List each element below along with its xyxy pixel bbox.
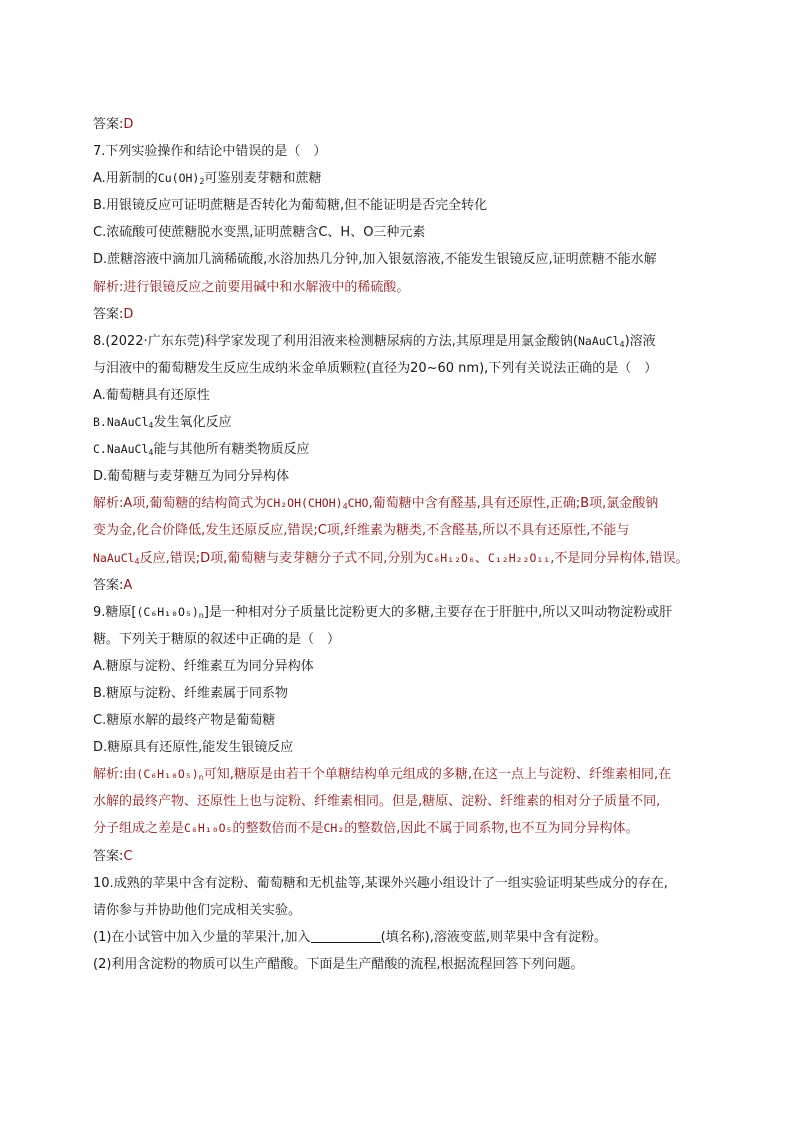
formula: Cu(OH) bbox=[157, 171, 200, 186]
q7-option-b: B.用银镜反应可证明蔗糖是否转化为葡萄糖,但不能证明是否完全转化 bbox=[93, 198, 488, 214]
q9-option-c: C.糖原水解的最终产物是葡萄糖 bbox=[93, 713, 276, 729]
q7-option-c: C.浓硫酸可使蔗糖脱水变黑,证明蔗糖含C、H、O三种元素 bbox=[93, 225, 426, 241]
text: 、 bbox=[474, 550, 488, 566]
text: 的整数倍,因此不属于同系物,也不互为同分异构体。 bbox=[344, 821, 639, 837]
subscript: 4 bbox=[619, 339, 625, 349]
q8-answer bbox=[93, 572, 723, 599]
q10-part1 bbox=[93, 924, 723, 951]
formula: CH₂ bbox=[323, 821, 345, 836]
subscript: n bbox=[198, 610, 204, 620]
formula: (C₆H₁₀O₅) bbox=[136, 604, 199, 619]
q7-option-a bbox=[93, 165, 723, 192]
q9-answer bbox=[93, 843, 723, 870]
formula: NaAuCl bbox=[577, 333, 620, 348]
q8-option-c bbox=[93, 436, 723, 463]
text: 可知,糖原是由若干个单糖结构单元组成的多糖,在这一点上与淀粉、纤维素相同,在 bbox=[203, 767, 672, 783]
text: 可鉴别麦芽糖和蔗糖 bbox=[204, 171, 322, 187]
q9-option-a: A.糖原与淀粉、纤维素互为同分异构体 bbox=[93, 658, 314, 674]
answer-label: 答案: bbox=[93, 117, 124, 132]
formula: CHO bbox=[347, 496, 369, 511]
answer-label: 答案: bbox=[93, 848, 124, 864]
text: (填名称),溶液变蓝,则苹果中含有淀粉。 bbox=[380, 929, 607, 945]
q10-stem-line2: 请你参与并协助他们完成相关实验。 bbox=[93, 902, 302, 918]
formula: CH₂OH(CHOH) bbox=[266, 496, 343, 511]
q7-analysis: 解析:进行银镜反应之前要用碱中和水解液中的稀硫酸。 bbox=[93, 279, 410, 295]
formula: C₆H₁₂O₆ bbox=[426, 550, 475, 565]
answer-value: D bbox=[123, 306, 134, 322]
formula: C₁₂H₂₂O₁₁ bbox=[487, 550, 551, 565]
q7-option-d: D.蔗糖溶液中滴加几滴稀硫酸,水浴加热几分钟,加入银氨溶液,不能发生银镜反应,证明蔗糖不能水解 bbox=[93, 252, 657, 268]
answer-value: D bbox=[123, 117, 134, 132]
q8-analysis-line2: 变为金,化合价降低,发生还原反应,错误;C项,纤维素为糖类,不含醛基,所以不具有还原性,不能与 bbox=[93, 523, 630, 539]
formula: C.NaAuCl bbox=[93, 442, 149, 457]
q9-analysis-line2: 水解的最终产物、还原性上也与淀粉、纤维素相同。但是,糖原、淀粉、纤维素的相对分子质量不同, bbox=[93, 794, 661, 810]
subscript: 4 bbox=[148, 421, 154, 431]
q8-stem-line1 bbox=[93, 328, 723, 355]
text: 发生氧化反应 bbox=[153, 415, 232, 431]
formula: C₆H₁₀O₅ bbox=[184, 821, 233, 836]
q8-analysis-line1 bbox=[93, 490, 723, 517]
text: 9.糖原[ bbox=[93, 604, 137, 620]
text: 8.(2022·广东东莞)科学家发现了利用泪液来检测糖尿病的方法,其原理是用氯金酸钠( bbox=[93, 333, 578, 349]
text: A.用新制的 bbox=[93, 171, 158, 187]
subscript: 4 bbox=[148, 448, 154, 458]
text: ,葡萄糖中含有醛基,具有还原性,正确;B项,氯金酸钠 bbox=[368, 496, 659, 512]
text: (1)在小试管中加入少量的苹果汁,加入 bbox=[93, 929, 311, 945]
answer-label: 答案: bbox=[93, 577, 124, 593]
text: )溶液 bbox=[624, 333, 656, 349]
q10-stem-line1: 10.成熟的苹果中含有淀粉、葡萄糖和无机盐等,某课外兴趣小组设计了一组实验证明某些成分的存在, bbox=[93, 875, 668, 891]
answer-value: C bbox=[123, 848, 133, 864]
q9-analysis-line1 bbox=[93, 761, 723, 788]
text: 分子组成之差是 bbox=[93, 821, 185, 837]
q8-option-d: D.葡萄糖与麦芽糖互为同分异构体 bbox=[93, 469, 290, 485]
formula: (C₆H₁₀O₅) bbox=[136, 767, 199, 782]
text: 的整数倍而不是 bbox=[232, 821, 324, 837]
subscript: 2 bbox=[199, 177, 205, 187]
q8-stem-line2: 与泪液中的葡萄糖发生反应生成纳米金单质颗粒(直径为20~60 nm),下列有关说法正确的是（ ） bbox=[93, 360, 658, 376]
answer-label: 答案: bbox=[93, 306, 124, 322]
q10-part2: (2)利用含淀粉的物质可以生产醋酸。下面是生产醋酸的流程,根据流程回答下列问题。 bbox=[93, 956, 584, 972]
subscript: 4 bbox=[134, 556, 140, 566]
document-page bbox=[93, 111, 723, 978]
q8-option-b bbox=[93, 409, 723, 436]
q6-answer bbox=[93, 111, 723, 138]
text: ,不是同分异构体,错误。 bbox=[550, 550, 689, 566]
q7-answer bbox=[93, 301, 723, 328]
subscript: 4 bbox=[342, 502, 348, 512]
q8-option-a: A.葡萄糖具有还原性 bbox=[93, 387, 210, 403]
answer-value: A bbox=[123, 577, 133, 593]
formula: B.NaAuCl bbox=[93, 415, 149, 430]
text: 能与其他所有糖类物质反应 bbox=[153, 442, 310, 458]
fill-in-blank[interactable] bbox=[311, 928, 381, 943]
text: 解析:由 bbox=[93, 767, 137, 783]
text: 反应,错误;D项,葡萄糖与麦芽糖分子式不同,分别为 bbox=[139, 550, 427, 566]
q9-option-d: D.糖原具有还原性,能发生银镜反应 bbox=[93, 740, 294, 756]
q9-stem-line2: 糖。下列关于糖原的叙述中正确的是（ ） bbox=[93, 631, 341, 647]
q9-analysis-line3 bbox=[93, 815, 723, 842]
text: 解析:A项,葡萄糖的结构简式为 bbox=[93, 496, 267, 512]
q8-analysis-line3 bbox=[93, 545, 723, 572]
formula: NaAuCl bbox=[93, 550, 135, 565]
q9-option-b: B.糖原与淀粉、纤维素属于同系物 bbox=[93, 685, 289, 701]
q9-stem-line1 bbox=[93, 599, 723, 626]
subscript: n bbox=[198, 773, 204, 783]
q7-stem: 7.下列实验操作和结论中错误的是（ ） bbox=[93, 144, 327, 160]
text: ]是一种相对分子质量比淀粉更大的多糖,主要存在于肝脏中,所以又叫动物淀粉或肝 bbox=[203, 604, 673, 620]
